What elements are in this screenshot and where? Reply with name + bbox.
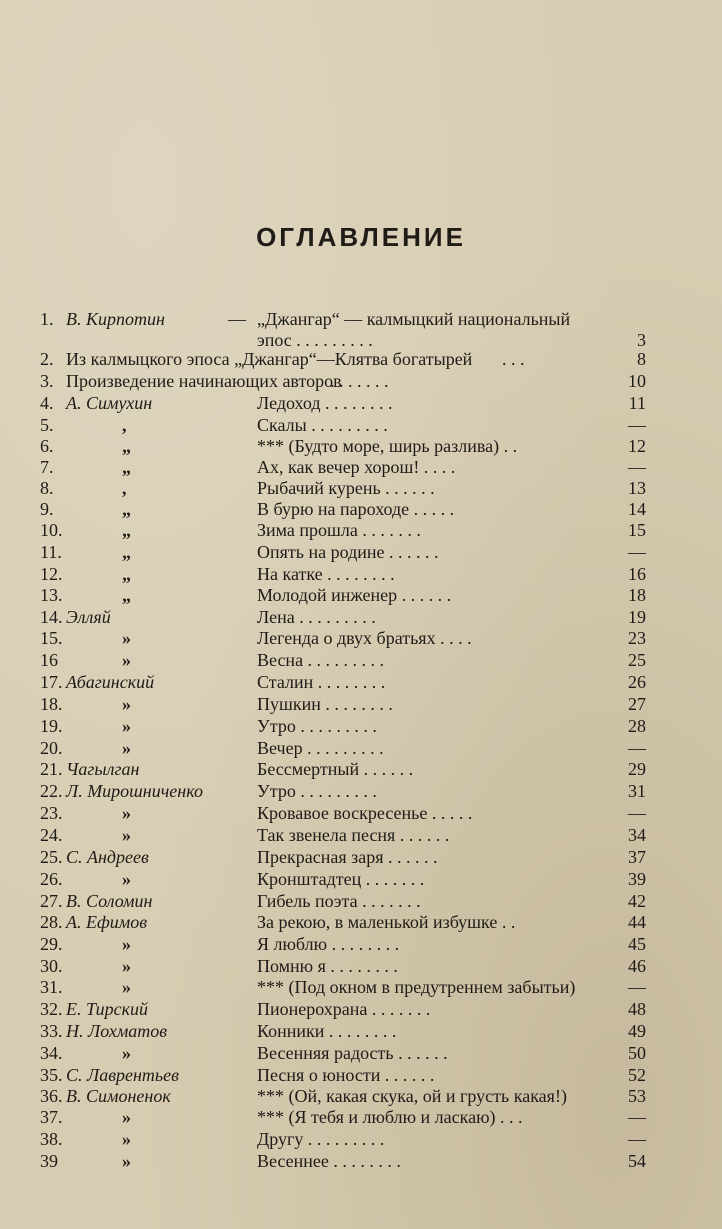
entry-page: 10: [628, 371, 646, 391]
entry-number: 6.: [40, 436, 54, 456]
entry-title: Пионерохрана . . . . . . .: [257, 999, 431, 1019]
list-item: [0, 627, 722, 650]
entry-number: 14.: [40, 607, 63, 627]
list-item: [0, 911, 722, 934]
entry-page: 8: [637, 349, 646, 369]
list-item: [0, 780, 722, 803]
entry-title: Утро . . . . . . . . .: [257, 716, 377, 736]
entry-title: Песня о юности . . . . . .: [257, 1065, 435, 1085]
entry-page: 53: [628, 1086, 646, 1106]
entry-page: —: [628, 977, 646, 997]
entry-page: 50: [628, 1043, 646, 1063]
list-item: [0, 649, 722, 672]
entry-author: В. Симоненок: [66, 1086, 171, 1106]
entry-number: 27.: [40, 891, 63, 911]
entry-number: 38.: [40, 1129, 63, 1149]
entry-title: Ледоход . . . . . . . .: [257, 393, 393, 413]
ditto-mark: „: [122, 564, 131, 584]
entry-number: 4.: [40, 393, 54, 413]
entry-number: 13.: [40, 585, 63, 605]
entry-title: Легенда о двух братьях . . . .: [257, 628, 472, 648]
list-item: [0, 758, 722, 781]
entry-title: Пушкин . . . . . . . .: [257, 694, 393, 714]
entry-author: А. Симухин: [66, 393, 153, 413]
list-item: [0, 976, 722, 999]
entry-number: 15.: [40, 628, 63, 648]
list-item: [0, 606, 722, 629]
list-item: [0, 563, 722, 586]
ditto-mark: »: [122, 1151, 131, 1171]
entry-author: Из калмыцкого эпоса „Джангар“—Клятва богатырей: [66, 349, 473, 369]
entry-number: 39: [40, 1151, 58, 1171]
entry-page: —: [628, 415, 646, 435]
entry-title: *** (Под окном в предутреннем забытьи): [257, 977, 576, 997]
entry-page: 44: [628, 912, 646, 932]
entry-author: Элляй: [66, 607, 111, 627]
entry-page: —: [628, 738, 646, 758]
list-item: [0, 498, 722, 521]
entry-page: —: [628, 1129, 646, 1149]
entry-author: Чагылган: [66, 759, 140, 779]
entry-number: 21.: [40, 759, 63, 779]
entry-number: 10.: [40, 520, 63, 540]
entry-page: 12: [628, 436, 646, 456]
entry-title: Кровавое воскресенье . . . . .: [257, 803, 473, 823]
list-item: [0, 890, 722, 913]
list-item: [0, 1042, 722, 1065]
entry-title: В бурю на пароходе . . . . .: [257, 499, 455, 519]
ditto-mark: »: [122, 694, 131, 714]
entry-author: Л. Мирошниченко: [66, 781, 203, 801]
list-item: [0, 435, 722, 458]
entry-number: 35.: [40, 1065, 63, 1085]
ditto-mark: „: [122, 520, 131, 540]
entry-number: 31.: [40, 977, 63, 997]
entry-title: Зима прошла . . . . . . .: [257, 520, 421, 540]
entry-title: эпос . . . . . . . . .: [257, 330, 373, 350]
entry-page: 29: [628, 759, 646, 779]
entry-page: 3: [637, 330, 646, 350]
entry-number: 22.: [40, 781, 63, 801]
entry-title: Гибель поэта . . . . . . .: [257, 891, 421, 911]
list-item: [0, 456, 722, 479]
entry-page: 37: [628, 847, 646, 867]
entry-page: 54: [628, 1151, 646, 1171]
list-item: [0, 1085, 722, 1108]
entry-number: 26.: [40, 869, 63, 889]
entry-title: Конники . . . . . . . .: [257, 1021, 397, 1041]
entry-title: Прекрасная заря . . . . . .: [257, 847, 438, 867]
entry-title: Скалы . . . . . . . . .: [257, 415, 388, 435]
entry-page: 49: [628, 1021, 646, 1041]
list-item: [0, 846, 722, 869]
entry-title: Вечер . . . . . . . . .: [257, 738, 384, 758]
ditto-mark: »: [122, 1043, 131, 1063]
entry-page: 11: [628, 393, 646, 413]
entry-number: 32.: [40, 999, 63, 1019]
ditto-mark: »: [122, 803, 131, 823]
entry-number: 29.: [40, 934, 63, 954]
entry-title: Рыбачий курень . . . . . .: [257, 478, 435, 498]
list-item: [0, 802, 722, 825]
list-item: [0, 955, 722, 978]
entry-page: 16: [628, 564, 646, 584]
entry-number: 9.: [40, 499, 54, 519]
ditto-mark: »: [122, 1107, 131, 1127]
list-item: [0, 1020, 722, 1043]
entry-title: *** (Будто море, ширь разлива) . .: [257, 436, 518, 456]
entry-page: 14: [628, 499, 646, 519]
entry-author: Абагинский: [66, 672, 155, 692]
ditto-mark: »: [122, 716, 131, 736]
entry-number: 8.: [40, 478, 54, 498]
entry-page: 28: [628, 716, 646, 736]
entry-number: 3.: [40, 371, 54, 391]
entry-number: 28.: [40, 912, 63, 932]
entry-page: 42: [628, 891, 646, 911]
entry-number: 33.: [40, 1021, 63, 1041]
ditto-mark: „: [122, 457, 131, 477]
ditto-mark: „: [122, 499, 131, 519]
entry-page: 25: [628, 650, 646, 670]
entry-page: 26: [628, 672, 646, 692]
entry-author: В. Соломин: [66, 891, 153, 911]
list-item: [0, 1128, 722, 1151]
entry-number: 5.: [40, 415, 54, 435]
entry-title: Бессмертный . . . . . .: [257, 759, 414, 779]
entry-page: 48: [628, 999, 646, 1019]
entry-title: Опять на родине . . . . . .: [257, 542, 439, 562]
entry-title: . . .: [502, 349, 525, 369]
entry-number: 12.: [40, 564, 63, 584]
entry-number: 20.: [40, 738, 63, 758]
entry-title: Помню я . . . . . . . .: [257, 956, 398, 976]
list-item: [0, 715, 722, 738]
entry-page: 23: [628, 628, 646, 648]
entry-title: Лена . . . . . . . . .: [257, 607, 376, 627]
entry-page: 19: [628, 607, 646, 627]
entry-number: 25.: [40, 847, 63, 867]
entry-title: Весеннее . . . . . . . .: [257, 1151, 401, 1171]
ditto-mark: „: [122, 436, 131, 456]
list-item: [0, 392, 722, 415]
list-item: [0, 519, 722, 542]
entry-page: 39: [628, 869, 646, 889]
list-item: [0, 868, 722, 891]
entry-number: 17.: [40, 672, 63, 692]
list-item: [0, 1106, 722, 1129]
list-item: [0, 414, 722, 437]
entry-number: 36.: [40, 1086, 63, 1106]
entry-title: Так звенела песня . . . . . .: [257, 825, 450, 845]
ditto-mark: »: [122, 738, 131, 758]
list-item: [0, 541, 722, 564]
entry-number: 34.: [40, 1043, 63, 1063]
ditto-mark: »: [122, 934, 131, 954]
ditto-mark: »: [122, 869, 131, 889]
entry-page: —: [628, 1107, 646, 1127]
entry-page: 15: [628, 520, 646, 540]
entry-page: —: [628, 542, 646, 562]
entry-title: *** (Ой, какая скука, ой и грусть какая!): [257, 1086, 567, 1106]
entry-page: 27: [628, 694, 646, 714]
list-item: [0, 308, 722, 331]
entry-page: 13: [628, 478, 646, 498]
entry-number: 16: [40, 650, 58, 670]
entry-title: „Джангар“ — калмыцкий национальный: [257, 309, 571, 329]
page-title: ОГЛАВЛЕНИЕ: [256, 222, 466, 252]
ditto-mark: „: [122, 542, 131, 562]
entry-page: 45: [628, 934, 646, 954]
entry-title: Я люблю . . . . . . . .: [257, 934, 400, 954]
ditto-mark: »: [122, 650, 131, 670]
entry-title: Весенняя радость . . . . . .: [257, 1043, 448, 1063]
entry-title: На катке . . . . . . . .: [257, 564, 395, 584]
ditto-mark: »: [122, 956, 131, 976]
entry-title: Кронштадтец . . . . . . .: [257, 869, 425, 889]
list-item: [0, 737, 722, 760]
entry-page: 52: [628, 1065, 646, 1085]
entry-title: . . . . . . .: [330, 371, 389, 391]
ditto-mark: ,: [122, 415, 127, 435]
entry-number: 1.: [40, 309, 54, 329]
entry-page: 46: [628, 956, 646, 976]
list-item: [0, 1150, 722, 1173]
list-item: [0, 1064, 722, 1087]
list-item: [0, 824, 722, 847]
entry-page: 18: [628, 585, 646, 605]
entry-title: Другу . . . . . . . . .: [257, 1129, 385, 1149]
ditto-mark: „: [122, 585, 131, 605]
list-item: [0, 477, 722, 500]
entry-title: Ах, как вечер хорош! . . . .: [257, 457, 456, 477]
entry-author: Произведение начинающих авторов: [66, 371, 342, 391]
entry-number: 37.: [40, 1107, 63, 1127]
entry-page: 31: [628, 781, 646, 801]
ditto-mark: »: [122, 628, 131, 648]
entry-title: Весна . . . . . . . . .: [257, 650, 385, 670]
list-item: [0, 348, 722, 371]
entry-page: —: [628, 457, 646, 477]
entry-number: 18.: [40, 694, 63, 714]
entry-title: *** (Я тебя и люблю и ласкаю) . . .: [257, 1107, 523, 1127]
entry-number: 30.: [40, 956, 63, 976]
ditto-mark: ,: [122, 478, 127, 498]
entry-number: 2.: [40, 349, 54, 369]
entry-number: 19.: [40, 716, 63, 736]
entry-dash: —: [228, 309, 246, 329]
entry-number: 23.: [40, 803, 63, 823]
entry-author: С. Андреев: [66, 847, 149, 867]
entry-page: —: [628, 803, 646, 823]
list-item: [0, 933, 722, 956]
list-item: [0, 370, 722, 393]
entry-number: 11.: [40, 542, 62, 562]
entry-title: Утро . . . . . . . . .: [257, 781, 377, 801]
entry-title: Сталин . . . . . . . .: [257, 672, 386, 692]
list-item: [0, 584, 722, 607]
ditto-mark: »: [122, 1129, 131, 1149]
list-item: [0, 671, 722, 694]
ditto-mark: »: [122, 977, 131, 997]
entry-title: Молодой инженер . . . . . .: [257, 585, 452, 605]
entry-author: А. Ефимов: [66, 912, 148, 932]
list-item: [0, 998, 722, 1021]
entry-author: Е. Тирский: [66, 999, 148, 1019]
entry-author: С. Лаврентьев: [66, 1065, 179, 1085]
list-item: [0, 693, 722, 716]
entry-number: 24.: [40, 825, 63, 845]
entry-page: 34: [628, 825, 646, 845]
entry-number: 7.: [40, 457, 54, 477]
entry-author: В. Кирпотин: [66, 309, 165, 329]
entry-title: За рекою, в маленькой избушке . .: [257, 912, 516, 932]
ditto-mark: »: [122, 825, 131, 845]
entry-author: Н. Лохматов: [66, 1021, 168, 1041]
